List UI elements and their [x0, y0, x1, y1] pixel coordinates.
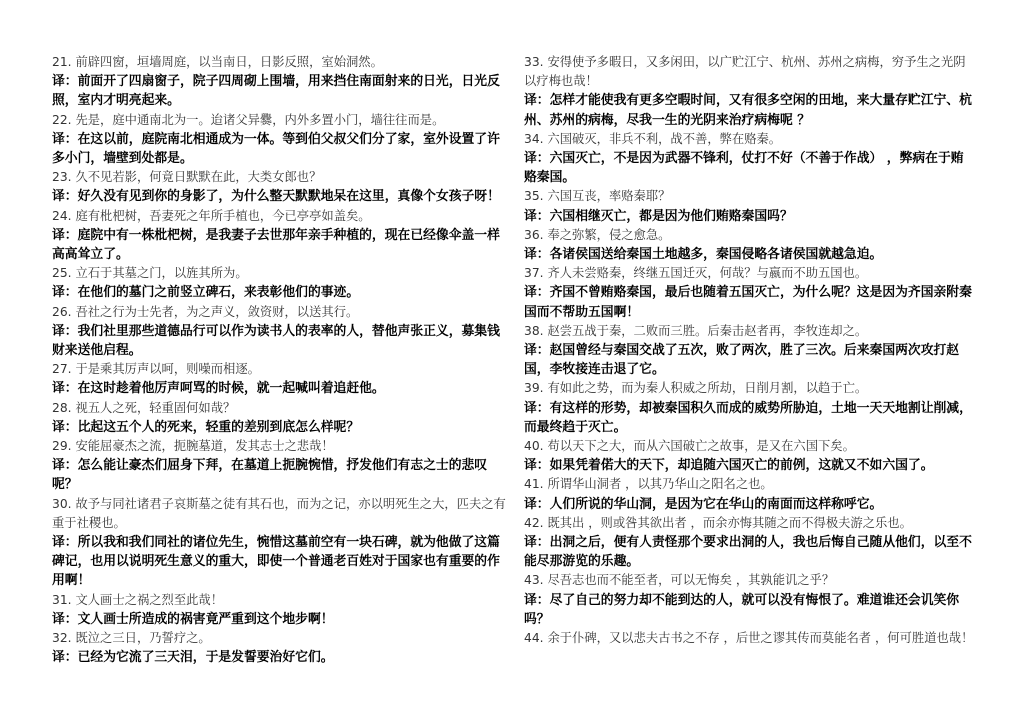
sentence-entry: [52, 360, 508, 398]
translation-text: 译：比起这五个人的死来，轻重的差别到底怎么样呢？: [52, 419, 360, 435]
left-column: [52, 53, 508, 668]
translation-text: 译：怎样才能使我有更多空暇时间，又有很多空闲的田地，来大量存贮江宁、杭州、苏州的病梅，尽我一生的光阴来治疗病梅呢 ？: [524, 93, 972, 128]
source-sentence: 26. 吾社之行为士先者，为之声义，敛资财，以送其行。: [52, 304, 359, 319]
sentence-entry: [524, 475, 976, 513]
translation-text: 译：已经为它流了三天泪，于是发誓要治好它们。: [52, 650, 334, 666]
source-sentence: 39. 有如此之势，而为秦人积威之所劫，日削月割，以趋于亡。: [524, 381, 868, 396]
translation-text: 译：六国相继灭亡，都是因为他们贿赂秦国吗？: [524, 208, 793, 224]
sentence-entry: [52, 437, 508, 495]
sentence-entry: [52, 591, 508, 629]
source-sentence: 27. 于是乘其厉声以呵，则噪而相逐。: [52, 362, 260, 377]
sentence-entry: [524, 571, 976, 629]
source-sentence: 35. 六国互丧，率赂秦耶？: [524, 189, 671, 204]
translation-text: 译：赵国曾经与秦国交战了五次，败了两次，胜了三次。后来秦国两次攻打赵国，李牧接连击退了它。: [524, 343, 960, 378]
translation-text: 译：齐国不曾贿赂秦国，最后也随着五国灭亡，为什么呢？这是因为齐国亲附秦国而不帮助五国啊！: [524, 285, 972, 320]
source-sentence: 42. 既其出 ，则或咎其欲出者 ，而余亦悔其随之而不得极夫游之乐也。: [524, 515, 912, 530]
source-sentence: 44. 余于仆碑，又以悲夫古书之不存 ，后世之谬其传而莫能名者 ，何可胜道也哉！: [524, 631, 974, 646]
source-sentence: 43. 尽吾志也而不能至者，可以无悔矣 ，其孰能讥之乎？: [524, 573, 835, 588]
sentence-entry: [524, 187, 976, 225]
source-sentence: 28. 视五人之死，轻重固何如哉？: [52, 400, 236, 415]
translation-text: 译：在这时趁着他厉声呵骂的时候，就一起喊叫着追赶他。: [52, 381, 385, 397]
source-sentence: 21. 前辟四窗，垣墙周庭，以当南日，日影反照，室始洞然。: [52, 55, 383, 69]
source-sentence: 30. 故予与同社诸君子哀斯墓之徒有其石也，而为之记，亦以明死生之大，匹夫之有重于社稷也。: [52, 496, 506, 530]
sentence-entry: [524, 264, 976, 322]
sentence-entry: [52, 303, 508, 361]
sentence-entry: [52, 399, 508, 437]
translation-text: 译：所以我和我们同社的诸位先生，惋惜这墓前空有一块石碑，就为他做了这篇碑记，也用以说明死生意义的重大，即使一个普通老百姓对于国家也有重要的作用啊！: [52, 535, 500, 589]
sentence-entry: [524, 437, 976, 475]
translation-text: 译：好久没有见到你的身影了，为什么整天默默地呆在这里，真像个女孩子呀！: [52, 189, 500, 205]
translation-text: 译：在这以前，庭院南北相通成为一体。等到伯父叔父们分了家，室外设置了许多小门，墙壁到处都是。: [52, 131, 500, 167]
sentence-entry: [52, 207, 508, 265]
source-sentence: 22. 先是，庭中通南北为一。迨诸父异爨，内外多置小门，墙往往而是。: [52, 112, 445, 127]
sentence-entry: [52, 264, 508, 302]
source-sentence: 40. 苟以天下之大，而从六国破亡之故事，是又在六国下矣。: [524, 439, 855, 454]
sentence-entry: [524, 130, 976, 188]
translation-text: 译：人们所说的华山洞，是因为它在华山的南面而这样称呼它。: [524, 496, 883, 512]
sentence-entry: [52, 111, 508, 169]
translation-text: 译：怎么能让豪杰们屈身下拜，在墓道上扼腕惋惜，抒发他们有志之士的悲叹呢？: [52, 458, 488, 493]
translation-text: 译：出洞之后，便有人责怪那个要求出洞的人，我也后悔自己随从他们，以至不能尽那游览的乐趣。: [524, 535, 972, 570]
translation-text: 译：前面开了四扇窗子，院子四周砌上围墙，用来挡住南面射来的日光，日光反照，室内才明亮起来。: [52, 74, 500, 109]
sentence-entry: [524, 322, 976, 380]
sentence-entry: [52, 495, 508, 591]
source-sentence: 37. 齐人未尝赂秦，终继五国迁灭，何哉？与嬴而不助五国也。: [524, 266, 868, 281]
source-sentence: 33. 安得使予多暇日，又多闲田，以广贮江宁、杭州、苏州之病梅，穷予生之光阴以疗梅也哉！: [524, 55, 966, 89]
source-sentence: 38. 赵尝五战于秦，二败而三胜。后秦击赵者再，李牧连却之。: [524, 323, 868, 338]
right-column: [524, 53, 976, 648]
source-sentence: 34. 六国破灭，非兵不利，战不善，弊在赂秦。: [524, 131, 782, 146]
sentence-entry: [52, 53, 508, 111]
sentence-entry: [524, 53, 976, 130]
sentence-entry: [524, 629, 976, 648]
translation-text: 译：如果凭着偌大的天下，却追随六国灭亡的前例，这就又不如六国了。: [524, 458, 934, 474]
source-sentence: 31. 文人画士之祸之烈至此哉！: [52, 592, 224, 607]
translation-text: 译：有这样的形势，却被秦国积久而成的威势所胁迫，土地一天天地割让削减，而最终趋于灭亡。: [524, 400, 972, 435]
source-sentence: 23. 久不见若影，何竟日默默在此，大类女郎也？: [52, 170, 322, 185]
source-sentence: 32. 既泣之三日，乃誓疗之。: [52, 631, 211, 646]
translation-text: 译：在他们的墓门之前竖立碑石，来表彰他们的事迹。: [52, 285, 360, 301]
translation-text: 译：文人画士所造成的祸害竟严重到这个地步啊！: [52, 611, 334, 627]
translation-text: 译：庭院中有一株枇杷树，是我妻子去世那年亲手种植的，现在已经像伞盖一样高高耸立了。: [52, 227, 500, 263]
translation-text: 译：我们社里那些道德品行可以作为读书人的表率的人，替他声张正义，募集钱财来送他启程。: [52, 323, 500, 359]
source-sentence: 36. 奉之弥繁，侵之愈急。: [524, 227, 671, 242]
translation-text: 译：各诸侯国送给秦国土地越多，秦国侵略各诸侯国就越急迫。: [524, 247, 883, 263]
sentence-entry: [524, 226, 976, 264]
sentence-entry: [52, 629, 508, 667]
source-sentence: 24. 庭有枇杷树，吾妻死之年所手植也，今已亭亭如盖矣。: [52, 208, 371, 223]
translation-text: 译：尽了自己的努力却不能到达的人，就可以没有悔恨了。难道谁还会讥笑你吗？: [524, 592, 960, 627]
sentence-entry: [52, 168, 508, 206]
source-sentence: 25. 立石于其墓之门，以旌其所为。: [52, 266, 248, 281]
sentence-entry: [524, 514, 976, 572]
sentence-entry: [524, 379, 976, 437]
source-sentence: 29. 安能屈豪杰之流，扼腕墓道，发其志士之悲哉！: [52, 439, 334, 454]
translation-text: 译：六国灭亡，不是因为武器不锋利，仗打不好（不善于作战） ，弊病在于贿赂秦国。: [524, 151, 964, 186]
source-sentence: 41. 所谓华山洞者 ，以其乃华山之阳名之也。: [524, 477, 773, 492]
